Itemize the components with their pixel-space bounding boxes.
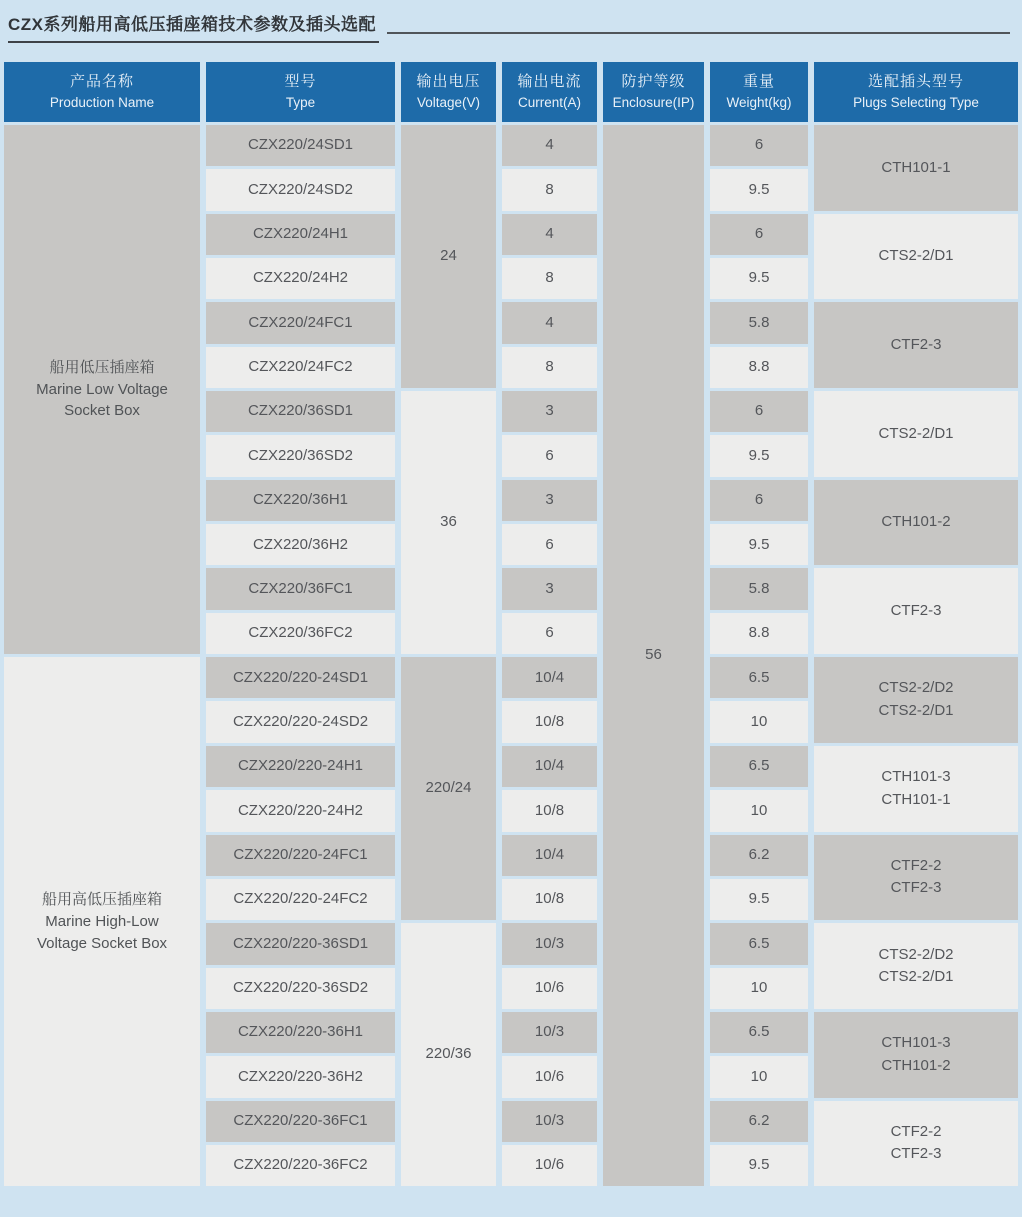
weight-value: 10 xyxy=(750,712,768,730)
type-value: CZX220/220-24H2 xyxy=(237,801,364,819)
current-cell xyxy=(502,435,597,476)
type-cell xyxy=(206,480,395,521)
product-cell-line: Marine High-Low xyxy=(45,912,159,930)
current-cell xyxy=(502,835,597,876)
type-value: CZX220/220-24SD2 xyxy=(232,712,369,730)
current-cell xyxy=(502,480,597,521)
weight-value: 6.5 xyxy=(748,1023,770,1041)
current-cell xyxy=(502,302,597,343)
current-cell xyxy=(502,746,597,787)
plug-cell-line: CTH101-3 xyxy=(881,768,951,786)
weight-value: 9.5 xyxy=(748,269,770,287)
weight-value: 8.8 xyxy=(748,624,770,642)
header-type xyxy=(206,62,395,122)
weight-value: 6.2 xyxy=(748,1111,770,1129)
plug-cell xyxy=(814,923,1018,1009)
current-value: 8 xyxy=(545,269,554,287)
plug-cell-line: CTS2-2/D1 xyxy=(878,701,954,719)
current-cell xyxy=(502,169,597,210)
weight-cell xyxy=(710,435,808,476)
weight-value: 10 xyxy=(750,801,768,819)
weight-cell xyxy=(710,169,808,210)
type-cell xyxy=(206,568,395,609)
header-voltage xyxy=(401,62,496,122)
weight-value: 8.8 xyxy=(748,358,770,376)
plug-cell-line: CTH101-1 xyxy=(881,790,951,808)
type-cell xyxy=(206,214,395,255)
plug-cell-line: CTH101-1 xyxy=(881,158,951,176)
current-value: 8 xyxy=(545,180,554,198)
plug-cell xyxy=(814,746,1018,832)
current-value: 3 xyxy=(545,579,554,597)
plug-cell-line: CTF2-3 xyxy=(890,1145,942,1163)
plug-cell xyxy=(814,391,1018,477)
type-value: CZX220/220-24FC2 xyxy=(233,890,368,908)
header-plugs-en: Plugs Selecting Type xyxy=(853,94,979,110)
header-type-en: Type xyxy=(285,94,316,110)
current-cell xyxy=(502,125,597,166)
weight-value: 6 xyxy=(754,136,764,154)
type-cell xyxy=(206,524,395,565)
current-cell xyxy=(502,568,597,609)
current-cell xyxy=(502,790,597,831)
page-title: CZX系列船用高低压插座箱技术参数及插头选配 xyxy=(8,10,379,43)
weight-cell xyxy=(710,524,808,565)
weight-value: 9.5 xyxy=(748,535,770,553)
header-weight-zh: 重量 xyxy=(742,73,775,91)
type-value: CZX220/220-24SD1 xyxy=(232,668,369,686)
header-plugs-zh: 选配插头型号 xyxy=(867,73,964,91)
type-value: CZX220/36FC1 xyxy=(248,579,353,597)
type-cell xyxy=(206,1056,395,1097)
current-value: 8 xyxy=(545,358,554,376)
type-value: CZX220/220-36SD1 xyxy=(232,934,369,952)
current-value: 10/6 xyxy=(534,1156,565,1174)
type-cell xyxy=(206,701,395,742)
weight-value: 5.8 xyxy=(748,313,770,331)
voltage-value: 220/36 xyxy=(425,1045,472,1063)
type-cell xyxy=(206,657,395,698)
current-cell xyxy=(502,923,597,964)
product-cell-line: 船用高低压插座箱 xyxy=(41,891,162,909)
voltage-value: 220/24 xyxy=(425,779,472,797)
type-value: CZX220/220-36FC2 xyxy=(233,1156,368,1174)
weight-cell xyxy=(710,701,808,742)
type-value: CZX220/36SD1 xyxy=(247,402,354,420)
type-cell xyxy=(206,347,395,388)
type-value: CZX220/220-36H1 xyxy=(237,1023,364,1041)
weight-cell xyxy=(710,790,808,831)
header-enclosure-en: Enclosure(IP) xyxy=(612,94,695,110)
current-cell xyxy=(502,258,597,299)
weight-value: 5.8 xyxy=(748,579,770,597)
voltage-cell xyxy=(401,391,496,654)
type-value: CZX220/24H2 xyxy=(252,269,349,287)
current-value: 4 xyxy=(545,136,554,154)
plug-cell-line: CTH101-3 xyxy=(881,1034,951,1052)
plug-cell-line: CTF2-3 xyxy=(890,602,942,620)
header-plugs xyxy=(814,62,1018,122)
weight-cell xyxy=(710,923,808,964)
plug-cell-line: CTS2-2/D1 xyxy=(878,968,954,986)
current-value: 10/8 xyxy=(534,712,565,730)
weight-value: 6 xyxy=(754,225,764,243)
current-value: 6 xyxy=(545,624,554,642)
weight-value: 6.5 xyxy=(748,668,770,686)
weight-cell xyxy=(710,1012,808,1053)
weight-cell xyxy=(710,657,808,698)
weight-value: 6.5 xyxy=(748,757,770,775)
current-cell xyxy=(502,524,597,565)
current-value: 4 xyxy=(545,225,554,243)
current-cell xyxy=(502,701,597,742)
type-cell xyxy=(206,923,395,964)
header-weight xyxy=(710,62,808,122)
type-value: CZX220/220-24H1 xyxy=(237,757,364,775)
plug-cell xyxy=(814,480,1018,566)
weight-cell xyxy=(710,568,808,609)
plug-cell-line: CTS2-2/D2 xyxy=(878,945,954,963)
plug-cell-line: CTS2-2/D1 xyxy=(878,424,954,442)
weight-cell xyxy=(710,968,808,1009)
type-cell xyxy=(206,435,395,476)
current-value: 10/3 xyxy=(534,1111,565,1129)
type-value: CZX220/220-36SD2 xyxy=(232,978,369,996)
current-value: 10/3 xyxy=(534,934,565,952)
type-value: CZX220/36H1 xyxy=(252,491,349,509)
type-value: CZX220/24FC1 xyxy=(248,313,353,331)
plug-cell-line: CTF2-3 xyxy=(890,879,942,897)
current-cell xyxy=(502,879,597,920)
plug-cell xyxy=(814,1101,1018,1187)
plug-cell xyxy=(814,125,1018,211)
weight-value: 10 xyxy=(750,1067,768,1085)
header-enclosure xyxy=(603,62,704,122)
type-cell xyxy=(206,125,395,166)
plug-cell-line: CTH101-2 xyxy=(881,513,951,531)
header-type-zh: 型号 xyxy=(284,73,317,91)
weight-cell xyxy=(710,347,808,388)
type-value: CZX220/24FC2 xyxy=(248,358,353,376)
plug-cell-line: CTS2-2/D2 xyxy=(878,679,954,697)
plug-cell xyxy=(814,302,1018,388)
type-cell xyxy=(206,302,395,343)
weight-value: 9.5 xyxy=(748,1156,770,1174)
type-value: CZX220/36H2 xyxy=(252,535,349,553)
current-value: 6 xyxy=(545,446,554,464)
title-rule-line xyxy=(387,32,1010,34)
voltage-value: 36 xyxy=(440,513,457,531)
voltage-value: 24 xyxy=(440,247,457,265)
type-value: CZX220/24H1 xyxy=(252,225,349,243)
weight-cell xyxy=(710,835,808,876)
header-production-name-en: Production Name xyxy=(49,94,155,110)
type-value: CZX220/36FC2 xyxy=(248,624,353,642)
type-cell xyxy=(206,746,395,787)
type-cell xyxy=(206,879,395,920)
enclosure-cell xyxy=(603,125,704,1186)
current-value: 4 xyxy=(545,313,554,331)
header-voltage-en: Voltage(V) xyxy=(416,94,481,110)
plug-cell-line: CTF2-2 xyxy=(890,856,942,874)
current-value: 6 xyxy=(545,535,554,553)
type-value: CZX220/36SD2 xyxy=(247,446,354,464)
plug-cell-line: CTF2-3 xyxy=(890,335,942,353)
current-value: 10/8 xyxy=(534,890,565,908)
type-value: CZX220/220-36H2 xyxy=(237,1067,364,1085)
type-cell xyxy=(206,1012,395,1053)
type-cell xyxy=(206,391,395,432)
weight-cell xyxy=(710,480,808,521)
voltage-cell xyxy=(401,923,496,1186)
product-cell-line: Marine Low Voltage xyxy=(36,380,168,398)
type-value: CZX220/24SD1 xyxy=(247,136,354,154)
current-value: 3 xyxy=(545,491,554,509)
weight-cell xyxy=(710,258,808,299)
current-value: 10/4 xyxy=(534,757,565,775)
current-value: 10/8 xyxy=(534,801,565,819)
weight-cell xyxy=(710,1101,808,1142)
weight-value: 6.5 xyxy=(748,934,770,952)
plug-cell xyxy=(814,214,1018,300)
type-cell xyxy=(206,968,395,1009)
type-value: CZX220/24SD2 xyxy=(247,180,354,198)
plug-cell xyxy=(814,835,1018,921)
current-cell xyxy=(502,1145,597,1186)
current-cell xyxy=(502,347,597,388)
weight-value: 9.5 xyxy=(748,890,770,908)
current-cell xyxy=(502,1012,597,1053)
product-cell xyxy=(4,657,200,1186)
weight-value: 10 xyxy=(750,978,768,996)
current-value: 10/3 xyxy=(534,1023,565,1041)
plug-cell xyxy=(814,1012,1018,1098)
current-value: 3 xyxy=(545,402,554,420)
plug-cell-line: CTF2-2 xyxy=(890,1122,942,1140)
current-cell xyxy=(502,968,597,1009)
type-cell xyxy=(206,258,395,299)
plug-cell-line: CTS2-2/D1 xyxy=(878,247,954,265)
type-cell xyxy=(206,1145,395,1186)
type-cell xyxy=(206,835,395,876)
current-cell xyxy=(502,657,597,698)
weight-cell xyxy=(710,125,808,166)
enclosure-value: 56 xyxy=(645,646,662,664)
weight-cell xyxy=(710,1056,808,1097)
weight-cell xyxy=(710,879,808,920)
voltage-cell xyxy=(401,125,496,388)
weight-value: 6 xyxy=(754,491,764,509)
weight-cell xyxy=(710,214,808,255)
voltage-cell xyxy=(401,657,496,920)
current-value: 10/4 xyxy=(534,845,565,863)
header-weight-en: Weight(kg) xyxy=(726,94,792,110)
weight-cell xyxy=(710,391,808,432)
plug-cell xyxy=(814,568,1018,654)
weight-value: 6 xyxy=(754,402,764,420)
weight-cell xyxy=(710,746,808,787)
plug-cell xyxy=(814,657,1018,743)
spec-table xyxy=(4,62,1018,1186)
current-cell xyxy=(502,613,597,654)
weight-cell xyxy=(710,1145,808,1186)
type-value: CZX220/220-24FC1 xyxy=(233,845,368,863)
type-value: CZX220/220-36FC1 xyxy=(233,1111,368,1129)
plug-cell-line: CTH101-2 xyxy=(881,1056,951,1074)
weight-cell xyxy=(710,302,808,343)
weight-value: 9.5 xyxy=(748,180,770,198)
weight-cell xyxy=(710,613,808,654)
product-cell-line: Voltage Socket Box xyxy=(36,934,168,952)
weight-value: 6.2 xyxy=(748,845,770,863)
header-production-name xyxy=(4,62,200,122)
header-enclosure-zh: 防护等级 xyxy=(621,73,686,91)
title-bar xyxy=(8,10,1010,43)
type-cell xyxy=(206,1101,395,1142)
current-value: 10/6 xyxy=(534,978,565,996)
current-cell xyxy=(502,1101,597,1142)
current-cell xyxy=(502,1056,597,1097)
product-cell xyxy=(4,125,200,654)
type-cell xyxy=(206,169,395,210)
current-value: 10/4 xyxy=(534,668,565,686)
type-cell xyxy=(206,613,395,654)
product-cell-line: 船用低压插座箱 xyxy=(49,358,155,376)
weight-value: 9.5 xyxy=(748,446,770,464)
type-cell xyxy=(206,790,395,831)
product-cell-line: Socket Box xyxy=(64,402,140,420)
header-voltage-zh: 输出电压 xyxy=(416,73,481,91)
header-current-zh: 输出电流 xyxy=(517,73,582,91)
header-production-name-zh: 产品名称 xyxy=(69,73,134,91)
header-current xyxy=(502,62,597,122)
current-cell xyxy=(502,391,597,432)
header-current-en: Current(A) xyxy=(517,94,581,110)
current-cell xyxy=(502,214,597,255)
current-value: 10/6 xyxy=(534,1067,565,1085)
